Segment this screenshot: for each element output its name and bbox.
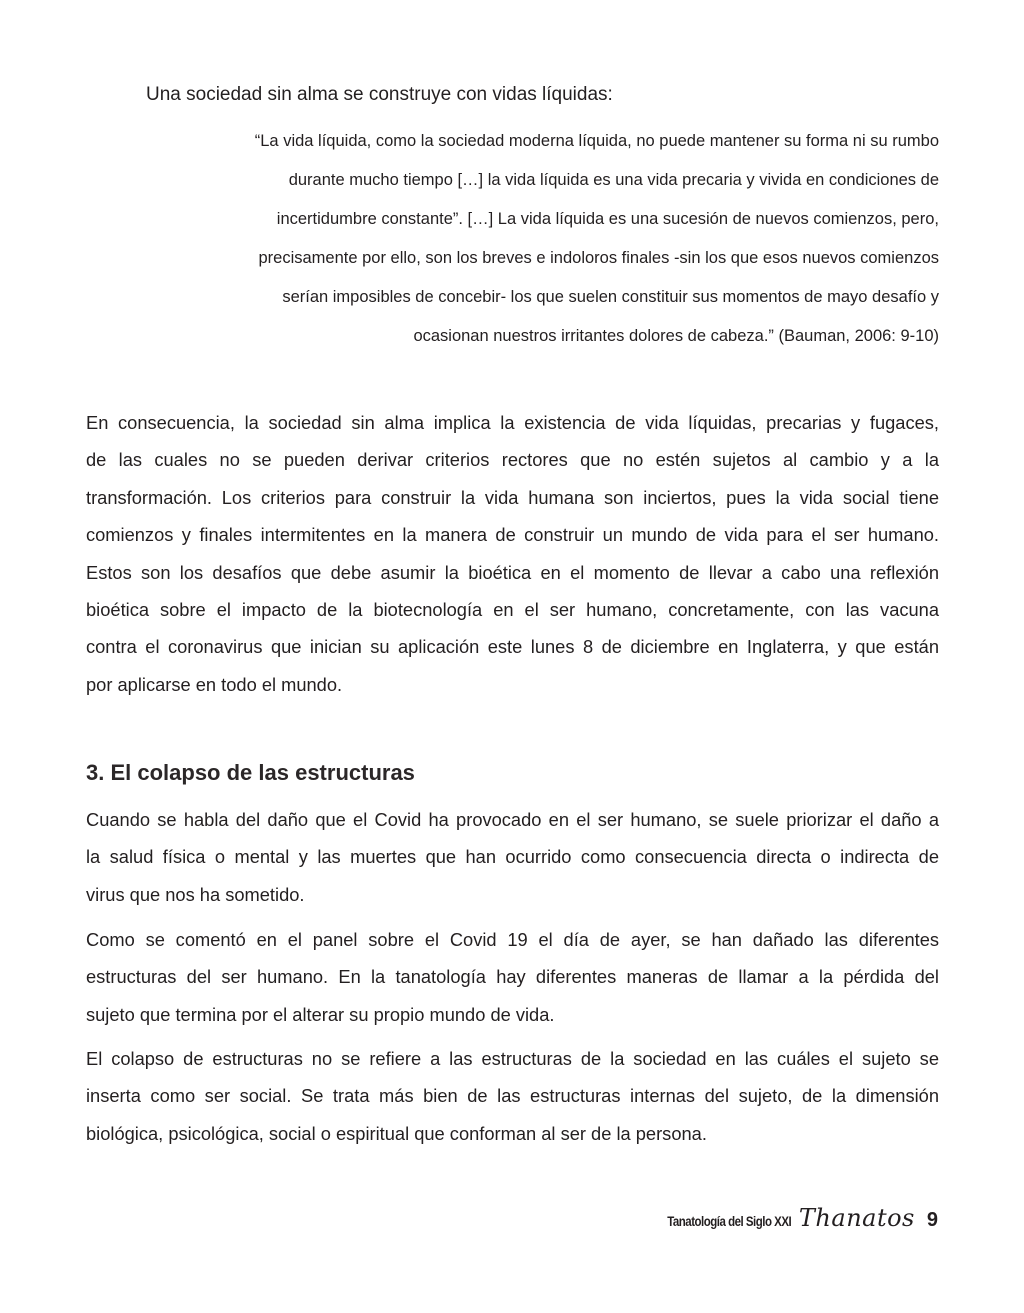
paragraph-structure-collapse (86, 1040, 939, 1152)
paragraph-line: Como se comentó en el panel sobre el Covid 19 el día de ayer, se han dañado las diferentes (86, 929, 939, 950)
paragraph-line: Estos son los desafíos que debe asumir la bioética en el momento de llevar a cabo una reflexión (86, 561, 939, 583)
paragraph-line: de las cuales no se pueden derivar criterios rectores que no estén sujetos al cambio y a la (86, 449, 939, 471)
thanatos-logo: Thanatos (798, 1204, 915, 1232)
paragraph-line: virus que nos ha sometido. (86, 883, 305, 905)
bauman-quote (175, 122, 939, 356)
quote-line: precisamente por ello, son los breves e indoloros finales -sin los que esos nuevos comienzos (258, 249, 939, 267)
paragraph-line: por aplicarse en todo el mundo. (86, 673, 343, 695)
paragraph-consequence (86, 404, 939, 703)
section-heading: 3. El colapso de las estructuras (86, 760, 415, 785)
paragraph-line: El colapso de estructuras no se refiere a las estructuras de la sociedad en las cuáles el sujeto se (86, 1048, 939, 1069)
paragraph-line: sujeto que termina por el alterar su propio mundo de vida. (86, 1003, 555, 1025)
paragraph-line: transformación. Los criterios para construir la vida humana son inciertos, pues la vida social tiene (86, 486, 939, 508)
quote-line: serían imposibles de concebir- los que suelen constituir sus momentos de mayo desafío y (282, 288, 939, 306)
paragraph-line: inserta como ser social. Se trata más bien de las estructuras internas del sujeto, de la dimensión (86, 1085, 939, 1107)
paragraph-line: bioética sobre el impacto de la biotecnología en el ser humano, concretamente, con las vacuna (86, 599, 939, 621)
paragraph-structures-damaged (86, 921, 939, 1033)
quote-line: “La vida líquida, como la sociedad moderna líquida, no puede mantener su forma ni su rumbo (254, 132, 939, 150)
paragraph-line: la salud física o mental y las muertes que han ocurrido como consecuencia directa o indirecta de (86, 846, 939, 868)
quote-line: durante mucho tiempo […] la vida líquida es una vida precaria y vivida en condiciones de (288, 171, 939, 189)
quote-line: incertidumbre constante”. […] La vida líquida es una sucesión de nuevos comienzos, pero, (276, 210, 939, 228)
paragraph-line: Cuando se habla del daño que el Covid ha provocado en el ser humano, se suele priorizar el daño a (86, 809, 939, 830)
quote-line: ocasionan nuestros irritantes dolores de cabeza.” (Bauman, 2006: 9-10) (413, 327, 939, 345)
page-number: 9 (926, 1209, 938, 1231)
paragraph-line: contra el coronavirus que inician su aplicación este lunes 8 de diciembre en Inglaterra, y que están (86, 636, 939, 658)
series-title: Tanatología del Siglo XXI (666, 1213, 791, 1229)
intro-line: Una sociedad sin alma se construye con vidas líquidas: (146, 84, 613, 105)
paragraph-line: biológica, psicológica, social o espiritual que conforman al ser de la persona. (86, 1122, 707, 1144)
paragraph-line: En consecuencia, la sociedad sin alma implica la existencia de vida líquidas, precarias y fugaces, (86, 412, 939, 433)
paragraph-line: estructuras del ser humano. En la tanatología hay diferentes maneras de llamar a la pérdida del (86, 966, 939, 988)
page-footer (640, 1204, 938, 1232)
paragraph-line: comienzos y finales intermitentes en la manera de construir un mundo de vida para el ser humano. (86, 524, 939, 546)
paragraph-covid-damage (86, 801, 939, 913)
